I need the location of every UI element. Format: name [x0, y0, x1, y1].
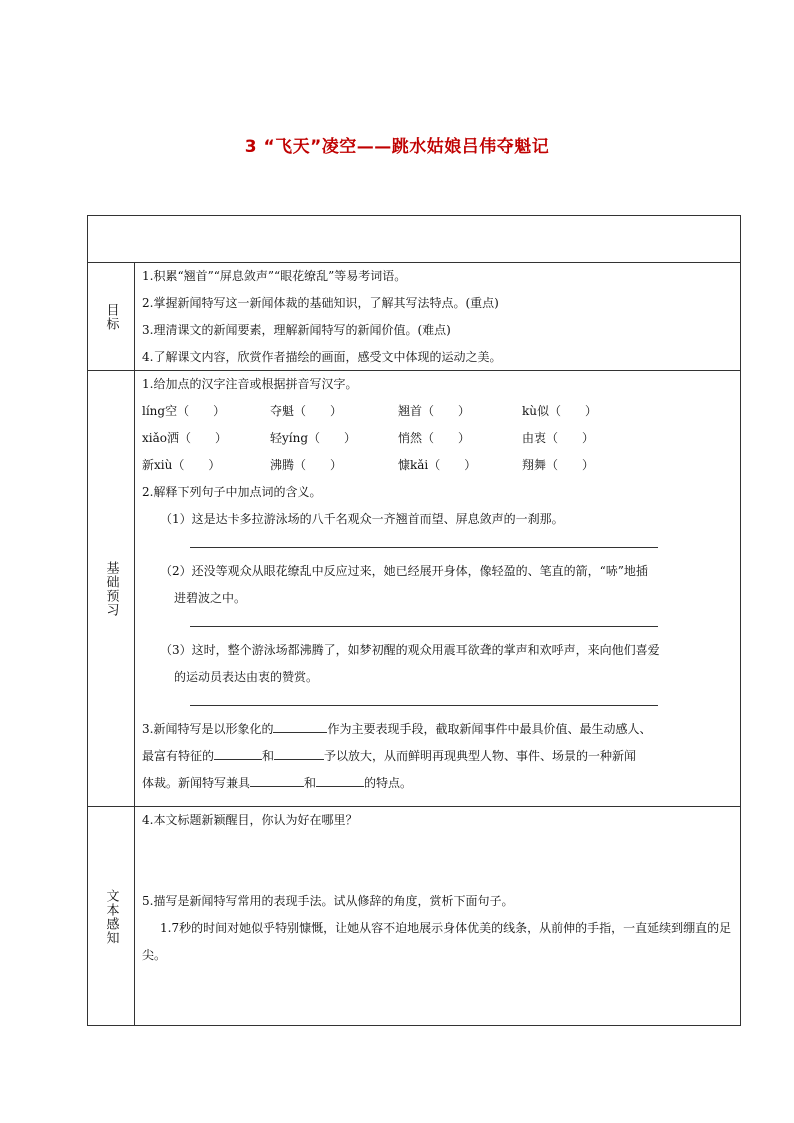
goals-label-cell [88, 263, 135, 371]
perception-row [88, 806, 740, 1026]
question-3-line-1 [142, 716, 732, 743]
page-title: 3 “飞天”凌空——跳水姑娘吕伟夺魁记 [244, 137, 550, 157]
goal-item: 4.了解课文内容，欣赏作者描绘的画面，感受文中体现的运动之美。 [142, 350, 502, 364]
sentence-3: （3）这时，整个游泳场都沸腾了，如梦初醒的观众用震耳欲聋的掌声和欢呼声，来向他们喜爱 [160, 643, 660, 657]
goals-content [142, 263, 732, 371]
q3-text: 和 [304, 776, 317, 790]
pinyin-row [142, 452, 732, 479]
header-row [88, 216, 740, 262]
sentence-2-cont: 进碧波之中。 [174, 591, 247, 605]
goals-row [88, 262, 740, 371]
q3-text: 和 [262, 749, 275, 763]
preview-row [88, 370, 740, 807]
question-2: 2.解释下列句子中加点词的含义。 [142, 485, 322, 499]
answer-line-1[interactable] [190, 533, 658, 548]
preview-content [142, 371, 732, 797]
question-3-line-3 [142, 770, 732, 797]
sentence-3-cont: 的运动员表达由衷的赞赏。 [174, 670, 319, 684]
pinyin-item: 由衷（ ） [522, 431, 595, 445]
perception-label: 文本感知 [103, 888, 119, 945]
answer-space-4[interactable] [142, 834, 732, 888]
lesson-table [87, 215, 741, 1026]
sentence-1: （1）这是达卡多拉游泳场的八千名观众一齐翘首而望、屏息敛声的一刹那。 [160, 512, 564, 526]
q3-text: 3.新闻特写是以形象化的 [142, 722, 274, 736]
pinyin-item: 轻yíng（ ） [270, 431, 357, 445]
preview-label: 基础预习 [103, 561, 119, 617]
question-4: 4.本文标题新颖醒目，你认为好在哪里？ [142, 813, 358, 827]
goals-label: 目标 [103, 303, 119, 331]
sentence-2: （2）还没等观众从眼花缭乱中反应过来，她已经展开身体，像轻盈的、笔直的箭，“哧”地插 [160, 564, 648, 578]
fill-blank[interactable] [250, 773, 304, 787]
fill-blank[interactable] [316, 773, 364, 787]
pinyin-item: 慷kǎi（ ） [398, 458, 477, 472]
perception-label-cell [88, 807, 135, 1026]
pinyin-row [142, 425, 732, 452]
question-1: 1.给加点的汉字注音或根据拼音写汉字。 [142, 377, 358, 391]
q3-text: 体裁。新闻特写兼具 [142, 776, 251, 790]
pinyin-item: 翔舞（ ） [522, 458, 595, 472]
answer-line-2[interactable] [190, 612, 658, 627]
question-3-line-2 [142, 743, 732, 770]
pinyin-item: 新xiù（ ） [142, 458, 221, 472]
answer-line-3[interactable] [190, 691, 658, 706]
question-5-sentence: 1.7秒的时间对她似乎特别慷慨，让她从容不迫地展示身体优美的线条，从前伸的手指，一直延续到绷直的足尖。 [142, 921, 732, 962]
pinyin-item: 悄然（ ） [398, 431, 471, 445]
fill-blank[interactable] [274, 746, 324, 760]
q3-text: 作为主要表现手段，截取新闻事件中最具价值、最生动感人、 [327, 722, 652, 736]
fill-blank[interactable] [273, 719, 327, 733]
pinyin-item: xiǎo洒（ ） [142, 431, 227, 445]
q3-text: 最富有特征的 [142, 749, 215, 763]
goal-item: 3.理清课文的新闻要素，理解新闻特写的新闻价值。(难点) [142, 323, 451, 337]
question-5: 5.描写是新闻特写常用的表现手法。试从修辞的角度，赏析下面句子。 [142, 894, 514, 908]
pinyin-item: líng空（ ） [142, 404, 226, 418]
preview-label-cell [88, 371, 135, 807]
goal-item: 1.积累“翘首”“屏息敛声”“眼花缭乱”等易考词语。 [142, 269, 407, 283]
q3-text: 的特点。 [364, 776, 413, 790]
pinyin-item: 翘首（ ） [398, 404, 471, 418]
goal-item: 2.掌握新闻特写这一新闻体裁的基础知识，了解其写法特点。(重点) [142, 296, 499, 310]
q3-text: 予以放大，从而鲜明再现典型人物、事件、场景的一种新闻 [324, 749, 637, 763]
pinyin-item: 夺魁（ ） [270, 404, 343, 418]
pinyin-item: kù似（ ） [522, 404, 598, 418]
fill-blank[interactable] [214, 746, 262, 760]
pinyin-item: 沸腾（ ） [270, 458, 343, 472]
perception-content [142, 807, 732, 969]
pinyin-row [142, 398, 732, 425]
